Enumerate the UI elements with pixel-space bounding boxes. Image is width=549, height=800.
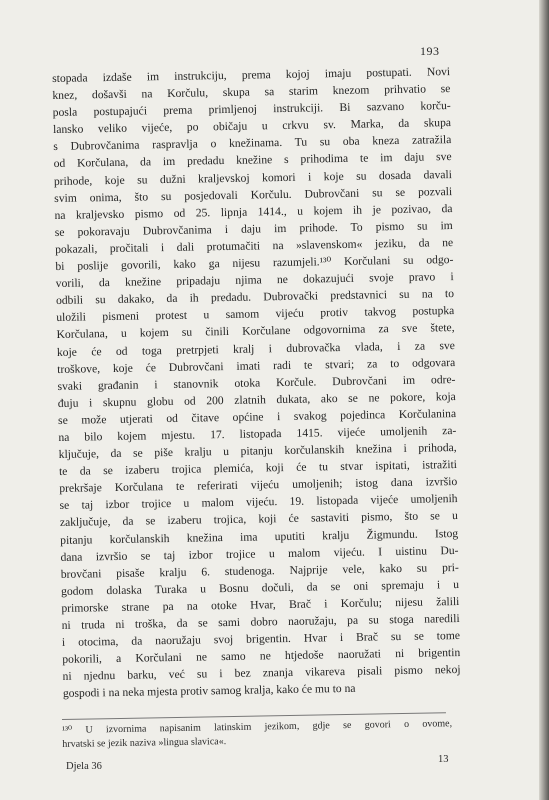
text-line: uložili pismeni protest u samom vijeću protiv takvog postupka xyxy=(56,304,455,325)
text-line: gospodi i na neka mjesta protiv samog kralja, kako će mu to na xyxy=(62,682,356,701)
text-line: lansko veliko vijeće, po običaju u crkvu sv. Marka, da skupa xyxy=(52,116,452,137)
text-line: brovčani pisaše kralju 6. studenoga. Najprije vele, kako su pri- xyxy=(60,560,459,581)
text-line: pokorili, a Korčulani ne samo ne htjedoše naoružati ni brigentin xyxy=(62,646,461,667)
text-line: pitanju korčulanskih knežina ima uputiti kralju Žigmundu. Istog xyxy=(60,526,459,547)
text-line: godom dolaska Turaka u Bosnu dočuli, da se oni spremaju i u xyxy=(60,577,460,598)
text-line: i otocima, da naoružaju svoj brigentin. Hvar i Brač su se tome xyxy=(61,629,461,650)
text-line: se pokoravaju Dubrovčanima i daju im prihode. To pismo su im xyxy=(54,218,453,239)
text-line: primorske strane pa na otoke Hvar, Brač i Korčulu; nijesu žalili xyxy=(61,594,460,615)
text-line: ni njednu barku, već su i bez znanja vikareva pisali pismo nekoj xyxy=(62,663,461,684)
text-line: ni truda ni troška, da se sami dobro naoružaju, pa su stoga naredili xyxy=(61,611,460,632)
text-line: dana izvršio se taj izbor trojice u malom vijeću. I uistinu Du- xyxy=(60,543,459,564)
printer-signature: Djela 36 xyxy=(66,761,102,772)
page-edge-shadow xyxy=(539,0,549,800)
text-line: posla postupajući prema primljenoj instrukciji. Bi sazvano korču- xyxy=(52,99,451,120)
text-line: svim onima, što su posjedovali Korčulu. Dubrovčani su se pozvali xyxy=(54,184,453,205)
text-line: knez, došavši na Korčulu, skupa sa starim knezom prihvatio se xyxy=(52,82,451,103)
text-line: koje će od toga pretrpjeti kralj i dubrovačka vlada, i za sve xyxy=(56,338,455,359)
text-line: na bilo kojem mjestu. 17. listopada 1415. vijeće umoljenih za- xyxy=(58,423,457,444)
text-line: se taj izbor trojice u malom vijeću. 19. listopada vijeće umoljenih xyxy=(59,492,458,513)
text-line: đuju i skupnu globu od 200 zlatnih dukata, ako se ne pokore, koja xyxy=(57,389,456,410)
text-line: odbili su dakako, da ih predadu. Dubrovački predstavnici su na to xyxy=(55,287,455,308)
text-line: se može utjerati od čitave općine i svakog pojedinca Korčulanina xyxy=(58,406,457,427)
text-line: stopada izdaše im instrukciju, prema kojoj imaju postupati. Novi xyxy=(52,65,451,85)
text-line: prihode, koje su dužni kraljevskoj komori i koje su dosada davali xyxy=(53,167,452,188)
text-line: zaključuje, da se izaberu trojica, koji će sastaviti pismo, što se u xyxy=(59,509,458,530)
sheet-signature-number: 13 xyxy=(438,754,449,765)
text-line: vorili, da knežine pripadaju njima ne dokazujući svoje pravo i xyxy=(55,270,454,291)
body-text xyxy=(52,63,461,702)
text-line: pokazali, pročitali i dali protumačiti na »slavenskom« jeziku, da ne xyxy=(55,235,454,256)
text-line: na kraljevsko pismo od 25. lipnja 1414., u kojem ih je pozivao, da xyxy=(54,201,453,222)
text-line: svaki građanin i stanovnik otoka Korčule. Dubrovčani im odre- xyxy=(57,372,456,393)
page-number: 193 xyxy=(420,44,440,58)
text-line: s Dubrovčanima raspravlja o knežinama. Tu su oba kneza zatražila xyxy=(53,133,452,154)
text-line: prekršaje Korčulana te referirati vijeću umoljenih; istog dana izvršio xyxy=(59,475,458,496)
text-line: od Korčulana, da im predadu knežine s prihodima te im daju sve xyxy=(53,150,452,171)
text-line: ključuje, da se piše kralju u pitanju korčulanskih knežina i prihoda, xyxy=(58,441,457,462)
text-line: Korčulana, u kojem su činili Korčulane odgovornima za sve štete, xyxy=(56,321,455,342)
text-line: te da se izaberu trojica plemića, koji će tu stvar ispitati, istražiti xyxy=(58,458,458,479)
text-line: troškove, koje će Dubrovčani imati radi te stvari; za to odgovara xyxy=(57,355,456,376)
text-line: bi poslije govorili, kako ga nijesu razumjeli.¹³⁰ Korčulani su odgo- xyxy=(55,253,454,274)
footnote-line: ¹³⁰ U izvornima napisanim latinskim jezikom, gdje se govori o ovome, xyxy=(62,718,453,736)
footnote xyxy=(62,717,452,752)
footnote-line: hrvatski se jezik naziva »lingua slavica«. xyxy=(62,736,227,750)
